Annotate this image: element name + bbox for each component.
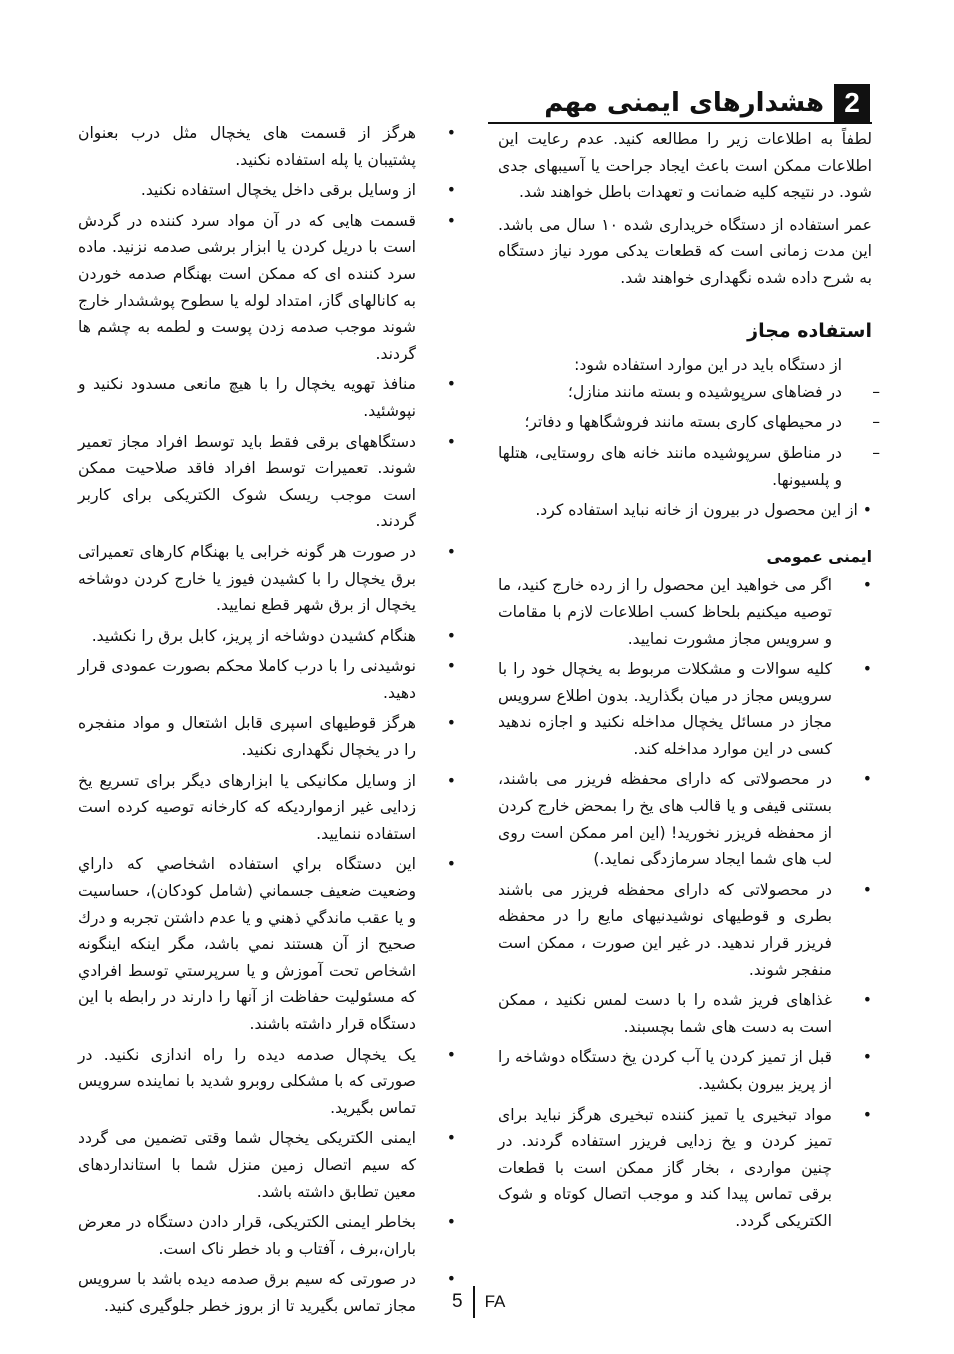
list-item: • این دستگاه براي استفاده اشخاصي که داراي وضعیت ضعیف جسماني (شامل کودکان)، حساسیت و یا عقب ماندگي ذهني و یا عدم داشتن تجربه و درك صحیح از آن هستند نمي باشد، مگر اینکه اینگونه اشخاص تحت آموزش و یا سرپرستي توسط افرادي که مسئولیت حفاظت از آنها را دارند در رابطه با این دستگاه قرار داشته باشند. — [78, 851, 456, 1037]
page-footer — [452, 1286, 505, 1318]
page-number: 5 — [452, 1291, 463, 1312]
list-item: • در صورت هر گونه خرابی یا بهنگام کارهای تعمیراتی برق یخچال را با کشیدن فیوز یا خارج کردن دوشاخه یخچال از برق شهر قطع نمایید. — [78, 539, 456, 619]
bullet-marker: • — [862, 1105, 872, 1124]
bullet-marker: • — [446, 626, 456, 645]
bullet-marker: • — [862, 576, 872, 595]
intro-paragraph-2: عمر استفاده از دستگاه خریداری شده ۱۰ سال می باشد. این مدت زمانی است که قطعات یدکی مورد نیاز دستگاه به شرح داده شده نگهداری خواهند شد. — [498, 215, 872, 287]
bullet-marker: • — [446, 181, 456, 200]
bullet-marker: • — [446, 855, 456, 874]
left-safety-list — [78, 120, 456, 1320]
language-code: FA — [484, 1292, 506, 1311]
list-item: • مواد تبخیری یا تمیز کننده تبخیری هرگز نباید برای تمیز کردن و یخ زدایی فریزر استفاده گردند. در چنین مواردی ، بخار گاز ممکن است با قطعات برقی تماس پیدا کند و موجب اتصال کوتاه و شوک الکتریکی گردد. — [498, 1102, 872, 1235]
list-item: • در محصولاتی که دارای محفظه فریزر می باشند، بستنی قیفی و یا قالب های یخ را بمحض خارج کردن از محفظه فریزر نخورید! (این امر ممکن است روی لب های شما ایجاد سرمازدگی نماید.) — [498, 766, 872, 872]
section-title: هشدارهای ایمنی مهم — [544, 88, 824, 118]
list-item: • قسمت هایی که در آن مواد سرد کننده در گردش است با دریل کردن یا ابزار برشی صدمه نزنید. ماده سرد کننده ای که ممکن است بهنگام صدمه خوردن به کانالهای گاز، امتداد لوله یا سطوح پوششدار خارج شوند موجب صدمه زدن پوست و لطمه به چشم ها گردند. — [78, 208, 456, 368]
footer-divider — [473, 1286, 475, 1318]
general-safety-heading: ایمنی عمومی — [766, 547, 872, 566]
header-rule — [488, 122, 872, 124]
section-header — [544, 84, 870, 122]
list-item: • هرگز از قسمت های یخچال مثل درب بعنوان پشتیبان یا پله استفاده نکنید. — [78, 120, 456, 173]
authorized-use-list — [498, 379, 880, 493]
bullet-marker: • — [446, 1129, 456, 1148]
list-item: – در محیطهای کاری بسته مانند فروشگاهها و دفاتر؛ — [498, 409, 872, 436]
bullet-marker: • — [446, 211, 456, 230]
left-column — [78, 120, 456, 1324]
list-item: • ایمنی الکتریکی یخچال شما وقتی تضمین می گردد که سیم اتصال زمین منزل شما با استانداردهای معین تطابق داشته باشد. — [78, 1125, 456, 1205]
list-item: – در مناطق سرپوشیده مانند خانه های روستایی، هتلها و پلسیونها. — [498, 440, 872, 493]
right-column — [498, 126, 880, 1239]
bullet-marker: • — [862, 880, 872, 899]
list-item: • کلیه سوالات و مشکلات مربوط به یخچال خود را با سرویس مجاز در میان بگذارید. بدون اطلاع سرویس مجاز در مسائل یخچال مداخله نکنید و اجازه ندهید کسی در این موارد مداخله کند. — [498, 656, 872, 762]
list-item: • در محصولاتی که دارای محفظه فریزر می باشند بطری و قوطیهای نوشیدنیهای مایع را در محفظه فریزر قرار ندهید. در غیر این صورت ، ممکن است منفجر شوند. — [498, 877, 872, 983]
list-item: • نوشیدنی را با درب کاملا محکم بصورت عمودی قرار دهید. — [78, 653, 456, 706]
bullet-marker: • — [446, 714, 456, 733]
authorized-use-lead: از دستگاه باید در این موارد استفاده شود: — [574, 356, 842, 375]
section-number: 2 — [834, 84, 870, 122]
list-item: • قبل از تمیز کردن یا آب کردن یخ دستگاه دوشاخه را از پریز بیرون بکشید. — [498, 1044, 872, 1097]
bullet-marker: • — [862, 770, 872, 789]
dash-marker: – — [872, 443, 880, 462]
bullet-marker: • — [446, 771, 456, 790]
bullet-marker: • — [862, 1048, 872, 1067]
list-item: • در صورتی که سیم برق صدمه دیده باشد با سرویس مجاز تماس بگیرید تا از بروز خطر جلوگیری کنید. — [78, 1266, 456, 1319]
list-item: • غذاهای فریز شده را با دست لمس نکنید ، ممکن است به دست های شما بچسبند. — [498, 987, 872, 1040]
dash-marker: – — [872, 382, 880, 401]
list-item: • از وسایل برقی داخل یخچال استفاده نکنید. — [78, 177, 456, 204]
bullet-marker: • — [862, 991, 872, 1010]
list-item: • از وسایل مکانیکی یا ابزارهای دیگر برای تسریع یخ زدایی غیر ازمواردیکه که کارخانه توصیه کرده است استفاده ننمایید. — [78, 768, 456, 848]
list-item: • بخاطر ایمنی الکتریکی، قرار دادن دستگاه در معرض باران،برف ، آفتاب و باد خطر ناک است. — [78, 1209, 456, 1262]
list-item: • هرگز قوطیهای اسپری قابل اشتعال و مواد منفجره را در یخچال نگهداری نکنید. — [78, 710, 456, 763]
list-item: – در فضاهای سرپوشیده و بسته مانند منازل؛ — [498, 379, 872, 406]
list-item: • یک یخچال صدمه دیده را راه اندازی نکنید. در صورتی که با مشکلی روبرو شدید با نماینده سرویس تماس بگیرید. — [78, 1042, 456, 1122]
bullet-marker: • — [446, 375, 456, 394]
list-item: • هنگام کشیدن دوشاخه از پریز، کابل برق را نکشید. — [78, 623, 456, 650]
list-item: • منافذ تهویه یخچال را با هیچ مانعی مسدود نکنید و نپوشئید. — [78, 371, 456, 424]
bullet-marker: • — [446, 657, 456, 676]
bullet-marker: • — [446, 1213, 456, 1232]
bullet-marker: • — [446, 542, 456, 561]
bullet-marker: • — [446, 124, 456, 142]
list-item: • دستگاههای برقی فقط باید توسط افراد مجاز تعمیر شوند. تعمیرات توسط افراد فاقد صلاحیت ممکن است موجب ریسک شوک الکتریکی برای کاربر گردند. — [78, 429, 456, 535]
outdoor-use-note: • از این محصول در بیرون از خانه نباید استفاده کرد. — [535, 501, 872, 520]
dash-marker: – — [872, 413, 880, 432]
authorized-use-heading: استفاده مجاز — [747, 319, 872, 342]
bullet-marker: • — [446, 1045, 456, 1064]
general-safety-list — [498, 572, 872, 1234]
list-item: • اگر می خواهید این محصول را از رده خارج کنید، ما توصیه میکنیم بلحاظ کسب اطلاعات لازم با مقامات و سرویس مجاز مشورت نمایید. — [498, 572, 872, 652]
bullet-marker: • — [862, 660, 872, 679]
bullet-marker: • — [446, 432, 456, 451]
bullet-marker: • — [446, 1270, 456, 1289]
intro-paragraph-1: لطفاً به اطلاعات زیر را مطالعه کنید. عدم رعایت این اطلاعات ممکن است باعث ایجاد جراحت یا آسیبهای جدی شود. در نتیجه کلیه ضمانت و تعهدات باطل خواهند شد. — [498, 130, 872, 202]
